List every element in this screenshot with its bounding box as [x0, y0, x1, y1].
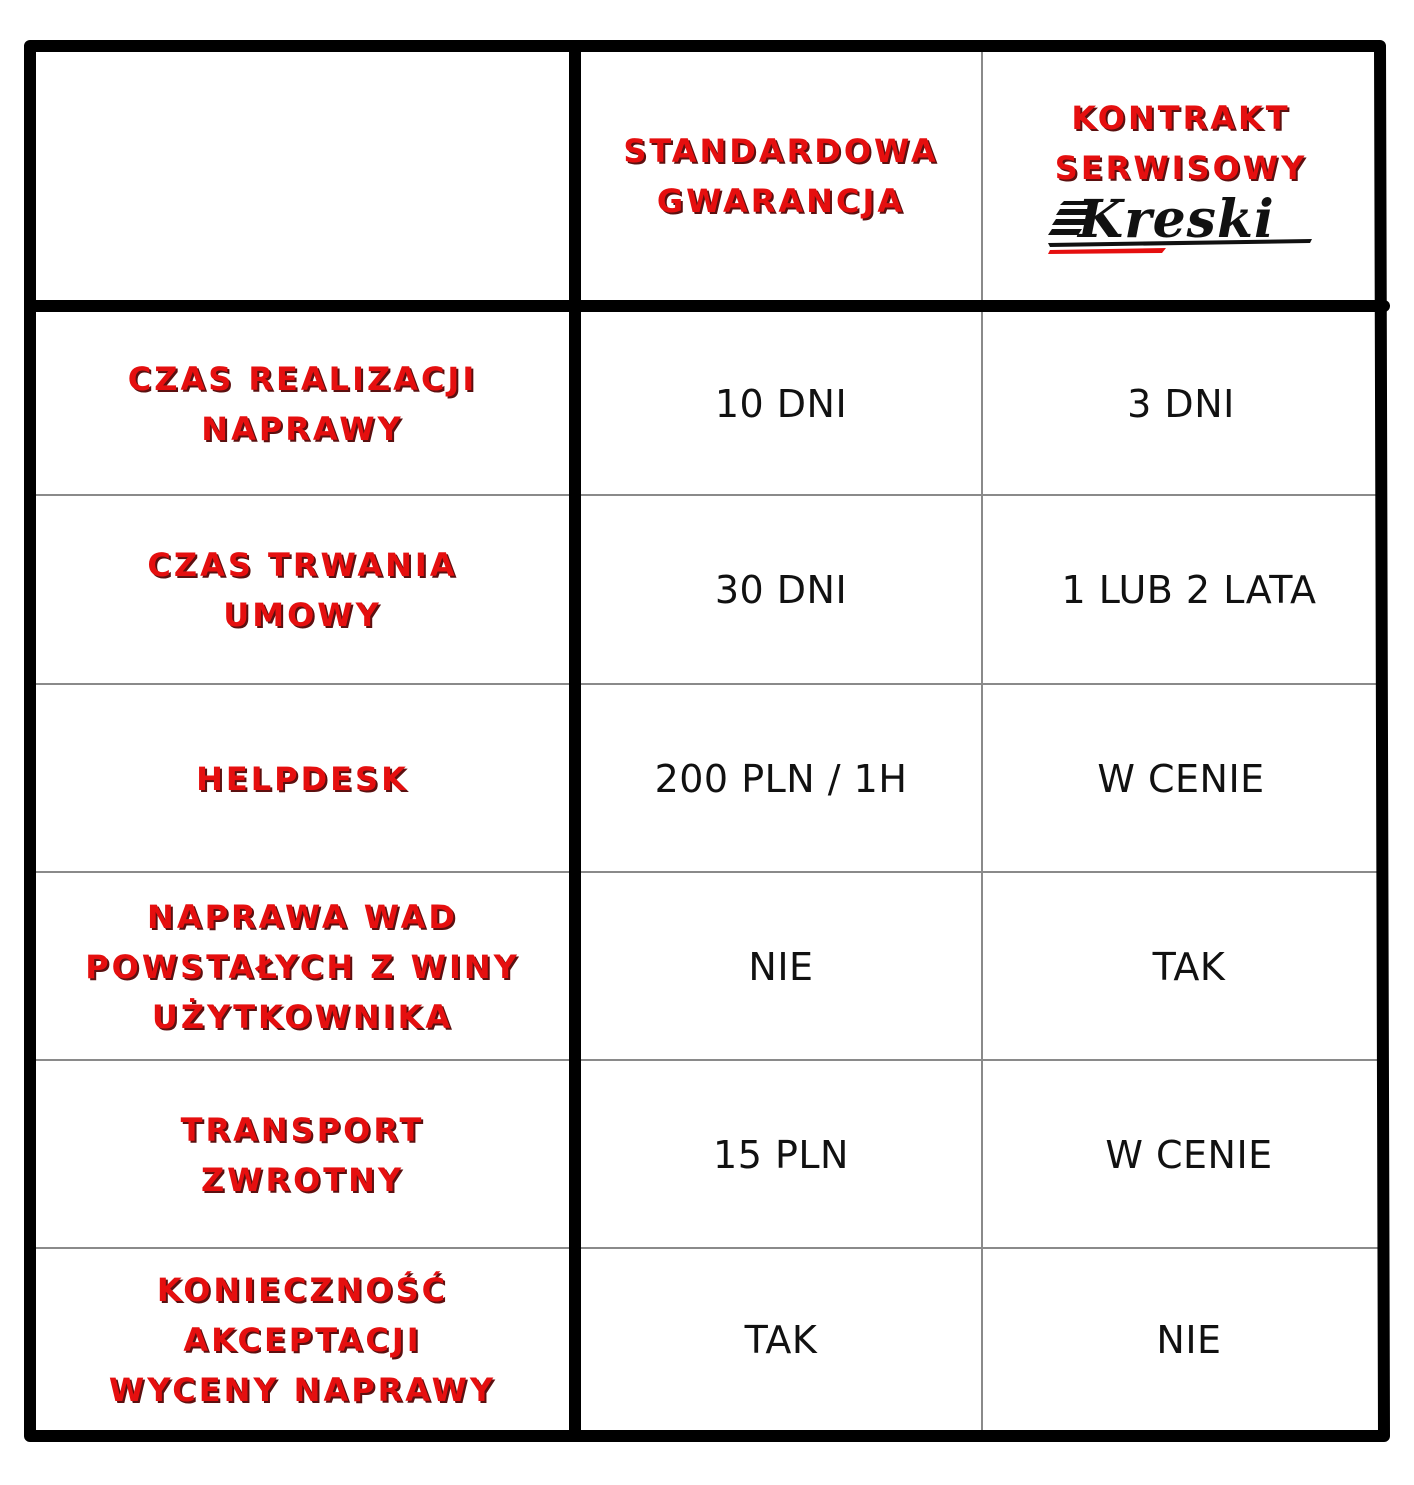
- cell-standard-quote-acceptance: [581, 1250, 981, 1430]
- cell-value: TAK: [744, 1318, 818, 1362]
- row-label-text: CZAS REALIZACJI NAPRAWY: [127, 359, 478, 448]
- cell-standard-helpdesk: [581, 686, 981, 872]
- cell-value: W CENIE: [1105, 1133, 1273, 1177]
- row-label-user-damage-repair: [36, 874, 569, 1060]
- row-label-text: NAPRAWA WAD POWSTAŁYCH Z WINY UŻYTKOWNIKA: [85, 898, 520, 1036]
- row-label-quote-acceptance: [36, 1250, 569, 1430]
- cell-contract-user-damage-repair: [984, 874, 1394, 1060]
- header-service-contract: [984, 52, 1378, 300]
- cell-standard-contract-duration: [581, 497, 981, 683]
- cell-standard-user-damage-repair: [581, 874, 981, 1060]
- cell-value: 10 DNI: [714, 381, 848, 426]
- row-label-text: CZAS TRWANIA UMOWY: [147, 546, 458, 634]
- cell-standard-repair-time: [581, 312, 981, 495]
- cell-contract-quote-acceptance: [984, 1250, 1394, 1430]
- cell-contract-repair-time: [984, 312, 1378, 495]
- cell-value: 3 DNI: [1127, 381, 1235, 426]
- cell-contract-contract-duration: [984, 497, 1394, 683]
- cell-standard-return-transport: [581, 1062, 981, 1248]
- cell-value: 1 LUB 2 LATA: [1061, 568, 1317, 612]
- cell-value: TAK: [1152, 945, 1226, 989]
- cell-value: W CENIE: [1097, 757, 1265, 801]
- row-label-text: HELPDESK: [196, 760, 409, 798]
- cell-value: 30 DNI: [714, 568, 848, 612]
- cell-value: NIE: [1156, 1318, 1222, 1362]
- header-empty-cell: [36, 52, 569, 300]
- cell-value: 15 PLN: [713, 1133, 849, 1177]
- header-standard-warranty-label: STANDARDOWA GWARANCJA: [623, 132, 939, 220]
- row-label-helpdesk: [36, 686, 569, 872]
- row-label-repair-time: [36, 312, 569, 495]
- cell-value: NIE: [748, 945, 814, 989]
- row-label-text: KONIECZNOŚĆ AKCEPTACJI WYCENY NAPRAWY: [108, 1271, 497, 1409]
- header-service-contract-label: KONTRAKT SERWISOWY: [1054, 99, 1308, 187]
- kreski-logo: [1046, 189, 1316, 259]
- cell-value: 200 PLN / 1H: [654, 757, 908, 801]
- cell-contract-helpdesk: [984, 686, 1378, 872]
- row-label-return-transport: [36, 1062, 569, 1248]
- row-label-contract-duration: [36, 497, 569, 683]
- header-standard-warranty: [581, 52, 981, 300]
- row-label-text: TRANSPORT ZWROTNY: [180, 1111, 425, 1199]
- kreski-logo-text: Kreski: [1078, 189, 1275, 250]
- cell-contract-return-transport: [984, 1062, 1394, 1248]
